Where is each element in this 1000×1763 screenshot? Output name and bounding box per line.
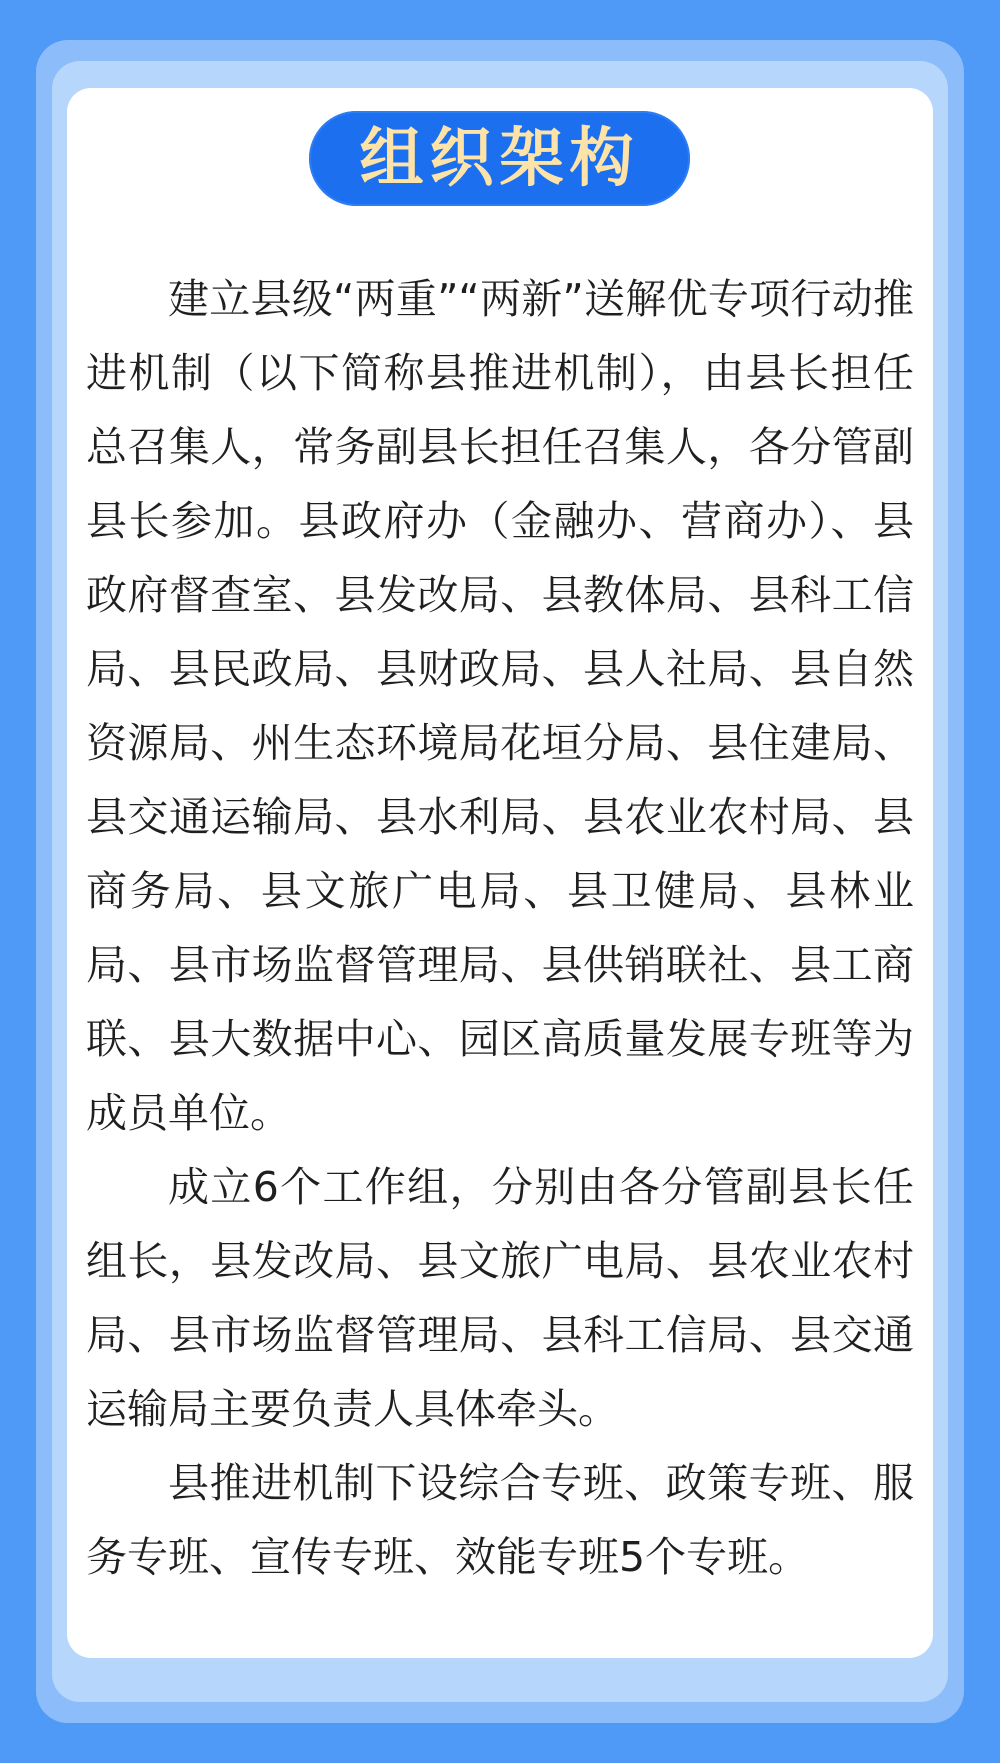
paragraph-mechanism: 建立县级“两重”“两新”送解优专项行动推进机制（以下简称县推进机制），由县长担任总召集人，常务副县长担任召集人，各分管副县长参加。县政府办（金融办、营商办）、县政府督查室、县发改局、县教体局、县科工信局、县民政局、县财政局、县人社局、县自然资源局、州生态环境局花垣分局、县住建局、县交通运输局、县水利局、县农业农村局、县商务局、县文旅广电局、县卫健局、县林业局、县市场监督管理局、县供销联社、县工商联、县大数据中心、园区高质量发展专班等为成员单位。 <box>86 275 914 1137</box>
page-title: 组织架构 <box>359 121 640 196</box>
article-body <box>86 262 914 1594</box>
paragraph-working-groups: 成立6个工作组，分别由各分管副县长任组长，县发改局、县文旅广电局、县农业农村局、县市场监督管理局、县科工信局、县交通运输局主要负责人具体牵头。 <box>86 1163 914 1433</box>
paragraph-task-forces: 县推进机制下设综合专班、政策专班、服务专班、宣传专班、效能专班5个专班。 <box>86 1459 914 1581</box>
title-banner <box>309 111 690 206</box>
